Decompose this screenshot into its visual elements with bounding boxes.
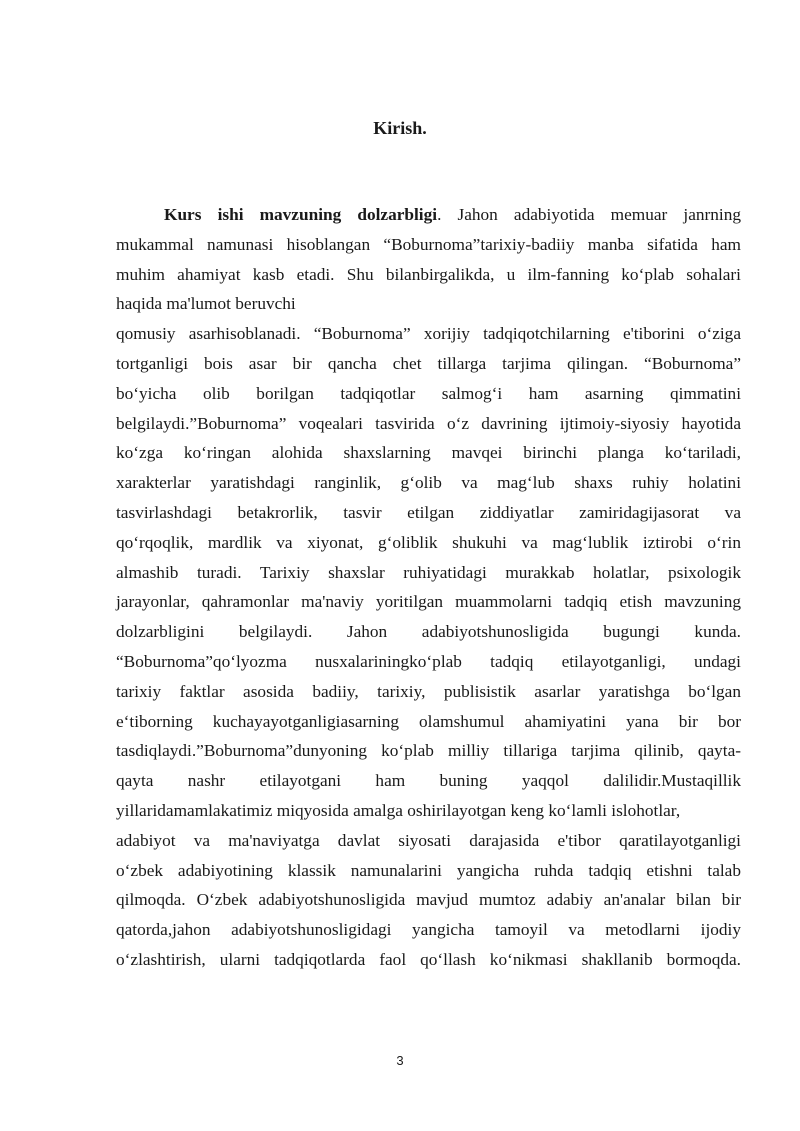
paragraph-line: haqida ma'lumot beruvchi <box>116 294 296 314</box>
paragraph-line: qo‘rqoqlik, mardlik va xiyonat, g‘oliblik shukuhi va mag‘lublik iztirobi o‘rin <box>116 532 741 552</box>
paragraph-line: qomusiy asarhisoblanadi. “Boburnoma” xorijiy tadqiqotchilarning e'tiborini o‘ziga <box>116 324 741 344</box>
paragraph-line: o‘zlashtirish, ularni tadqiqotlarda faol qo‘llash ko‘nikmasi shakllanib bormoqda. <box>116 949 741 969</box>
paragraph-line: tasdiqlaydi.”Boburnoma”dunyoning ko‘plab milliy tillariga tarjima qilinib, qayta- <box>116 741 741 761</box>
paragraph-line: tarixiy faktlar asosida badiiy, tarixiy, publisistik asarlar yaratishga bo‘lgan <box>116 681 741 701</box>
paragraph-line: adabiyot va ma'naviyatga davlat siyosati darajasida e'tibor qaratilayotganligi <box>116 830 741 850</box>
paragraph-line: yillaridamamlakatimiz miqyosida amalga oshirilayotgan keng ko‘lamli islohotlar, <box>116 800 681 820</box>
paragraph-line: muhim ahamiyat kasb etadi. Shu bilanbirgalikda, u ilm-fanning ko‘plab sohalari <box>116 264 741 284</box>
paragraph-line: tasvirlashdagi betakrorlik, tasvir etilgan ziddiyatlar zamiridagijasorat va <box>116 502 741 522</box>
paragraph-line: dolzarbligini belgilaydi. Jahon adabiyotshunosligida bugungi kunda. <box>116 622 741 642</box>
paragraph-line: mukammal namunasi hisoblangan “Boburnoma”tarixiy-badiiy manba sifatida ham <box>116 234 741 254</box>
paragraph-line: qilmoqda. O‘zbek adabiyotshunosligida mavjud mumtoz adabiy an'analar bilan bir <box>116 890 741 910</box>
paragraph-line: qatorda,jahon adabiyotshunosligidagi yangicha tamoyil va metodlarni ijodiy <box>116 920 741 940</box>
paragraph-line: tortganligi bois asar bir qancha chet tillarga tarjima qilingan. “Boburnoma” <box>116 353 741 373</box>
paragraph-line: xarakterlar yaratishdagi ranginlik, g‘olib va mag‘lub shaxs ruhiy holatini <box>116 473 741 493</box>
paragraph-line: belgilaydi.”Boburnoma” voqealari tasvirida o‘z davrining ijtimoiy-siyosiy hayotida <box>116 413 741 433</box>
paragraph-line: e‘tiborning kuchayayotganligiasarning olamshumul ahamiyatini yana bir bor <box>116 711 741 731</box>
paragraph-line: “Boburnoma”qo‘lyozma nusxalariningko‘plab tadqiq etilayotganligi, undagi <box>116 651 741 671</box>
paragraph-line: bo‘yicha olib borilgan tadqiqotlar salmog‘i ham asarning qimmatini <box>116 383 741 403</box>
paragraph-first-line <box>116 200 741 230</box>
paragraph-line: ko‘zga ko‘ringan alohida shaxslarning mavqei birinchi planga ko‘tariladi, <box>116 443 741 463</box>
paragraph-line: o‘zbek adabiyotining klassik namunalarini yangicha ruhda tadqiq etishni talab <box>116 860 741 880</box>
paragraph-lead-rest: . Jahon adabiyotida memuar janrning <box>437 205 741 224</box>
page-number: 3 <box>396 1053 404 1068</box>
paragraph-line: almashib turadi. Tarixiy shaxslar ruhiyatidagi murakkab holatlar, psixologik <box>116 562 741 582</box>
paragraph-line: qayta nashr etilayotgani ham buning yaqqol dalilidir.Mustaqillik <box>116 771 741 791</box>
paragraph-lead-bold: Kurs ishi mavzuning dolzarbligi <box>164 205 438 224</box>
paragraph-line: jarayonlar, qahramonlar ma'naviy yoritilgan muammolarni tadqiq etish mavzuning <box>116 592 741 612</box>
page-title: Kirish. <box>373 118 427 138</box>
body-paragraph <box>116 200 741 975</box>
